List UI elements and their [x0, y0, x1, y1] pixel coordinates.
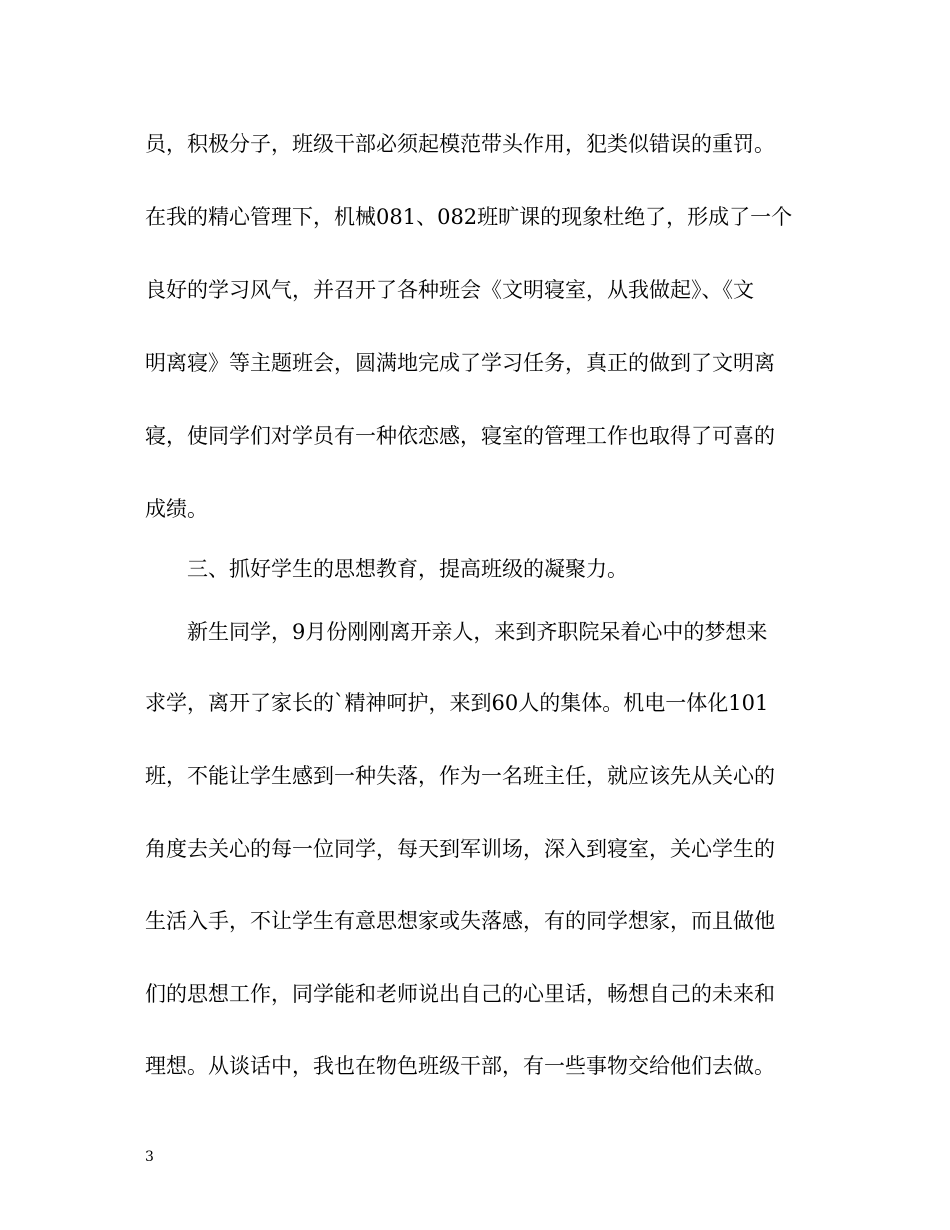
page-number: 3 [145, 1149, 154, 1165]
body-line-1: 员，积极分子，班级干部必须起模范带头作用，犯类似错误的重罚。 [145, 132, 775, 156]
body-line-4: 明离寝》等主题班会，圆满地完成了学习任务，真正的做到了文明离 [145, 351, 775, 375]
body-line-8: 新生同学，9月份刚刚离开亲人，来到齐职院呆着心中的梦想来 [187, 620, 768, 644]
body-line-5: 寝，使同学们对学员有一种依恋感，寝室的管理工作也取得了可喜的 [145, 424, 775, 448]
body-line-6: 成绩。 [145, 497, 208, 521]
body-line-9: 求学，离开了家长的`精神呵护，来到60人的集体。机电一体化101 [145, 691, 769, 715]
body-line-11: 角度去关心的每一位同学，每天到军训场，深入到寝室，关心学生的 [145, 837, 775, 861]
body-line-2: 在我的精心管理下，机械081、082班旷课的现象杜绝了，形成了一个 [145, 205, 793, 229]
body-line-14: 理想。从谈话中，我也在物色班级干部，有一些事物交给他们去做。 [145, 1054, 775, 1078]
body-line-13: 们的思想工作，同学能和老师说出自己的心里话，畅想自己的未来和 [145, 982, 775, 1006]
body-line-3: 良好的学习风气，并召开了各种班会《文明寝室，从我做起》、《文 [145, 278, 754, 302]
section-heading: 三、抓好学生的思想教育，提高班级的凝聚力。 [187, 557, 628, 581]
body-line-10: 班，不能让学生感到一种失落，作为一名班主任，就应该先从关心的 [145, 764, 775, 788]
body-line-12: 生活入手，不让学生有意思想家或失落感，有的同学想家，而且做他 [145, 909, 775, 933]
